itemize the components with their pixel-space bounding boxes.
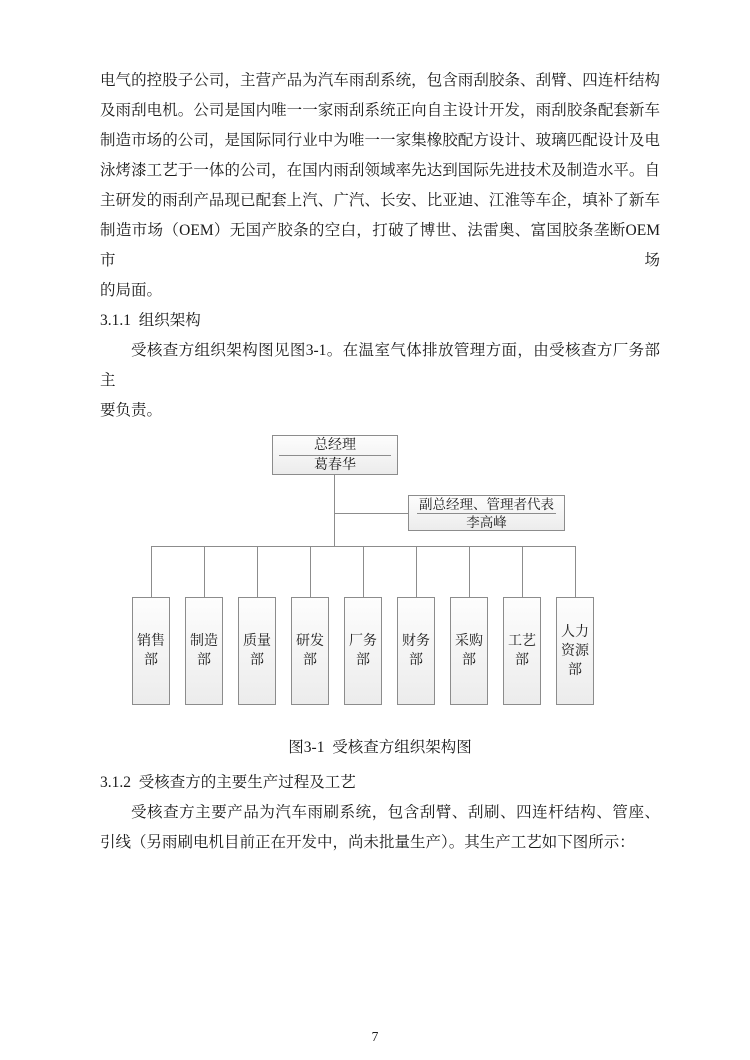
connector-drop-line: [575, 546, 576, 597]
paragraph-line: 受核查方组织架构图见图3-1。在温室气体排放管理方面，由受核查方厂务部主: [100, 342, 660, 389]
connector-drop-line: [416, 546, 417, 597]
connector-drop-line: [469, 546, 470, 597]
connector-vertical-ceo: [334, 475, 335, 546]
org-box-department-manufacturing: [185, 597, 223, 705]
department-label: 工艺部: [508, 634, 536, 668]
paragraph-org-structure: [100, 336, 660, 426]
paragraph-line: 泳烤漆工艺于一体的公司，在国内雨刮领域率先达到国际先进技术及制造水平。自: [100, 162, 660, 179]
org-box-department-finance: [397, 597, 435, 705]
department-label: 制造部: [190, 634, 218, 668]
org-box-title: 副总经理、管理者代表: [417, 496, 557, 514]
figure-caption: 图3-1 受核查方组织架构图: [288, 739, 472, 756]
org-box-name: 李高峰: [466, 515, 507, 530]
org-box-department-process: [503, 597, 541, 705]
connector-drop-line: [363, 546, 364, 597]
section-heading-311: 3.1.1 组织架构: [100, 312, 201, 329]
paragraph-line: 受核查方主要产品为汽车雨刷系统，包含刮臂、刮刷、四连杆结构、管座、: [131, 804, 660, 821]
department-label: 人力资源部: [561, 624, 589, 678]
paragraph-company-intro: [100, 66, 660, 306]
department-label: 财务部: [402, 634, 430, 668]
org-chart: [100, 428, 660, 707]
connector-drop-line: [151, 546, 152, 597]
org-box-general-manager: [272, 435, 398, 475]
paragraph-line: 主研发的雨刮产品现已配套上汽、广汽、长安、比亚迪、江淮等车企，填补了新车: [100, 192, 660, 209]
page-number: 7: [371, 1029, 379, 1044]
org-box-department-quality: [238, 597, 276, 705]
org-box-department-rnd: [291, 597, 329, 705]
paragraph-line: 的局面。: [100, 282, 163, 299]
paragraph-line: 电气的控股子公司，主营产品为汽车雨刮系统，包含雨刮胶条、刮臂、四连杆结构: [100, 72, 660, 89]
department-label: 厂务部: [349, 634, 377, 668]
org-box-department-purchasing: [450, 597, 488, 705]
org-box-department-hr: [556, 597, 594, 705]
paragraph-line: 要负责。: [100, 402, 163, 419]
org-box-deputy-general-manager: [408, 495, 565, 531]
department-label: 采购部: [455, 634, 483, 668]
connector-drop-line: [522, 546, 523, 597]
paragraph-line: 及雨刮电机。公司是国内唯一一家雨刮系统正向自主设计开发，雨刮胶条配套新车: [100, 102, 660, 119]
org-box-department-facilities: [344, 597, 382, 705]
department-label: 销售部: [137, 634, 165, 668]
connector-drop-line: [257, 546, 258, 597]
paragraph-line: 制造市场的公司，是国际同行业中为唯一一家集橡胶配方设计、玻璃匹配设计及电: [100, 132, 660, 149]
department-label: 质量部: [243, 634, 271, 668]
connector-horizontal-deputy: [334, 513, 408, 514]
department-label: 研发部: [296, 634, 324, 668]
paragraph-line: 引线（另雨刷电机目前正在开发中，尚未批量生产）。其生产工艺如下图所示：: [100, 834, 635, 851]
section-heading-312: 3.1.2 受核查方的主要生产过程及工艺: [100, 774, 356, 791]
org-box-department-sales: [132, 597, 170, 705]
org-box-name: 葛春华: [314, 458, 356, 473]
connector-drop-line: [204, 546, 205, 597]
paragraph-line: 制造市场（OEM）无国产胶条的空白，打破了博世、法雷奥、富国胶条垄断OEM市场: [100, 222, 660, 269]
org-box-title: 总经理: [279, 436, 391, 456]
page-content: [100, 66, 660, 858]
connector-drop-line: [310, 546, 311, 597]
paragraph-production-process: [100, 798, 660, 858]
